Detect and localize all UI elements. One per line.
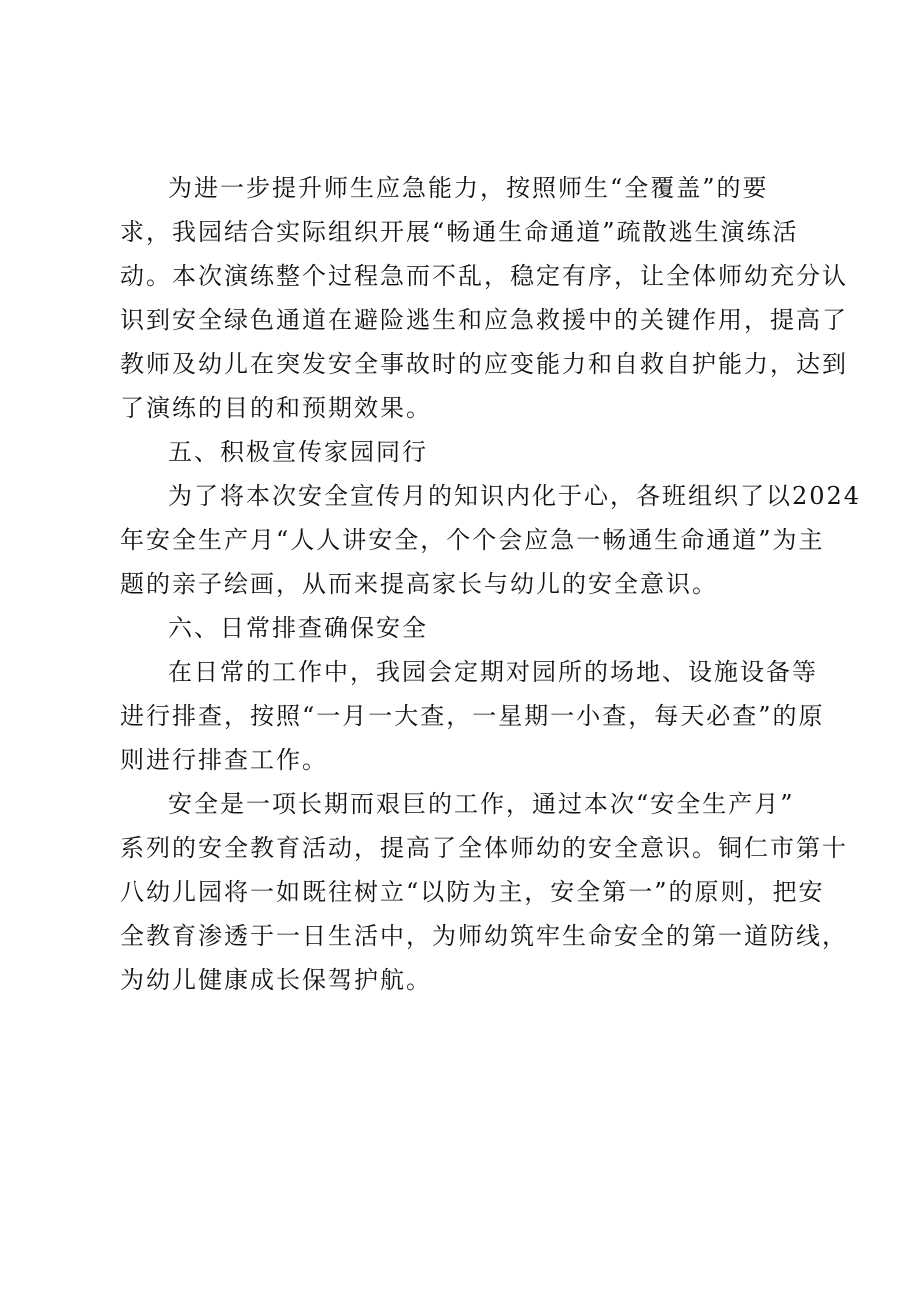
- text-line: 求，我园结合实际组织开展“畅通生命通道”疏散逃生演练活: [120, 218, 799, 246]
- text-line: 年安全生产月“人人讲安全，个个会应急一畅通生命通道”为主: [120, 526, 825, 554]
- text-line: 系列的安全教育活动，提高了全体师幼的安全意识。铜仁市第十: [120, 834, 848, 862]
- text-line: 识到安全绿色通道在避险逃生和应急救援中的关键作用，提高了: [120, 306, 848, 334]
- text-line: 则进行排查工作。: [120, 746, 328, 774]
- text-line: 题的亲子绘画，从而来提高家长与幼儿的安全意识。: [120, 570, 718, 598]
- text-line: 为幼儿健康成长保驾护航。: [120, 966, 432, 994]
- text-line: 进行排查，按照“一月一大查，一星期一小查，每天必查”的原: [120, 702, 825, 730]
- text-line: 动。本次演练整个过程急而不乱，稳定有序，让全体师幼充分认: [120, 262, 848, 290]
- text-line: 教师及幼儿在突发安全事故时的应变能力和自救自护能力，达到: [120, 350, 848, 378]
- text-line: 全教育渗透于一日生活中，为师幼筑牢生命安全的第一道防线，: [120, 922, 848, 950]
- text-line: 为了将本次安全宣传月的知识内化于心，各班组织了以2024: [168, 482, 862, 510]
- text-line: 八幼儿园将一如既往树立“以防为主，安全第一”的原则，把安: [120, 878, 825, 906]
- text-line: 了演练的目的和预期效果。: [120, 394, 432, 422]
- text-line: 为进一步提升师生应急能力，按照师生“全覆盖”的要: [168, 174, 769, 202]
- section-heading: 六、日常排查确保安全: [168, 614, 428, 642]
- text-line: 安全是一项长期而艰巨的工作，通过本次“安全生产月”: [168, 790, 795, 818]
- section-heading: 五、积极宣传家园同行: [168, 438, 428, 466]
- text-line: 在日常的工作中，我园会定期对园所的场地、设施设备等: [168, 658, 818, 686]
